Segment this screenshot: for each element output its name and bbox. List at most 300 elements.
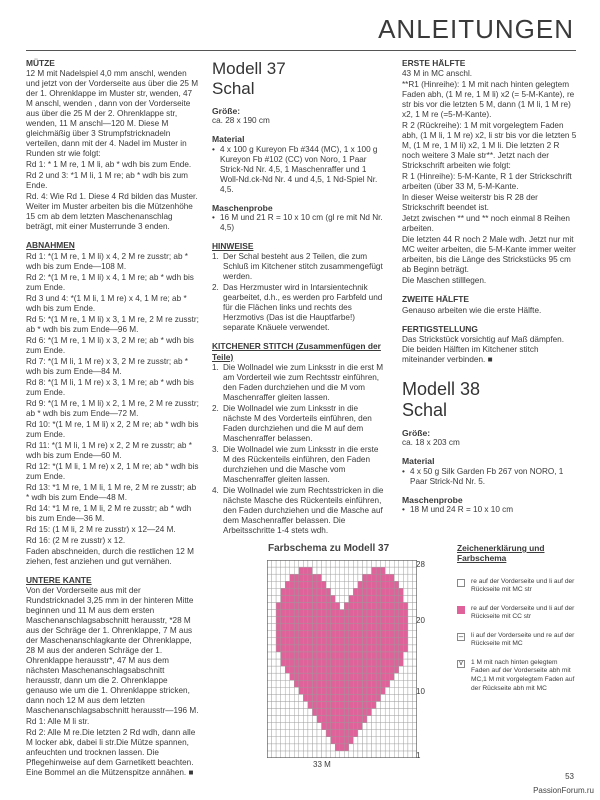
heart-cell: [362, 709, 367, 716]
grid-cell: [349, 751, 354, 758]
grid-cell: [312, 716, 317, 723]
grid-cell: [394, 687, 399, 694]
grid-cell: [272, 595, 277, 602]
erste-paragraph: Die letzten 44 R noch 2 Male wdh. Jetzt nur mit MC weiter arbeiten, die 5-M-Kante immer weiter arbeiten, bis die Länge des Strickstücks 95 cm ab Beginn beträgt.: [402, 235, 576, 275]
heart-cell: [326, 673, 331, 680]
heart-cell: [326, 680, 331, 687]
grid-cell: [331, 560, 336, 567]
heart-cell: [340, 744, 345, 751]
grid-cell: [281, 673, 286, 680]
grid-cell: [272, 730, 277, 737]
grid-cell: [362, 737, 367, 744]
grid-cell: [353, 567, 358, 574]
grid-cell: [290, 716, 295, 723]
grid-cell: [272, 673, 277, 680]
grid-cell: [308, 716, 313, 723]
grid-cell: [408, 602, 413, 609]
heart-cell: [290, 624, 295, 631]
heart-cell: [358, 652, 363, 659]
heart-cell: [349, 730, 354, 737]
material-list: [212, 145, 384, 195]
heart-cell: [344, 709, 349, 716]
list-text: 16 M und 21 R = 10 x 10 cm (gl re mit Nd Nr. 4,5): [220, 213, 383, 233]
heart-cell: [381, 610, 386, 617]
grid-cell: [381, 716, 386, 723]
grid-cell: [385, 694, 390, 701]
heart-cell: [299, 673, 304, 680]
grid-cell: [376, 730, 381, 737]
abnahmen-row: Rd 11: *(1 M li, 1 M re) x 2, 2 M re zusstr; ab * wdh bis zum Ende—60 M.: [26, 440, 192, 460]
grid-cell: [399, 701, 404, 708]
list-text: Die Wollnadel wie zum Rechtsstricken in die nächste Masche des Rückenteils einführen, den Faden durchziehen und die Masche auf dem Maschenraffer belassen. Die Arbeitsschritte 1-4 stets wdh.: [223, 485, 384, 535]
heart-cell: [317, 588, 322, 595]
heart-cell: [322, 659, 327, 666]
grid-cell: [281, 751, 286, 758]
heart-cell: [299, 652, 304, 659]
heart-cell: [299, 595, 304, 602]
grid-cell: [376, 716, 381, 723]
heart-cell: [308, 631, 313, 638]
ytick-10: 10: [416, 687, 425, 696]
grid-cell: [349, 581, 354, 588]
grid-cell: [399, 751, 404, 758]
grid-cell: [349, 588, 354, 595]
heart-cell: [326, 595, 331, 602]
grid-cell: [385, 567, 390, 574]
grid-cell: [281, 694, 286, 701]
heart-cell: [353, 687, 358, 694]
maschenprobe-list: [212, 213, 384, 233]
heart-cell: [322, 687, 327, 694]
grid-cell: [281, 581, 286, 588]
grid-cell: [394, 751, 399, 758]
heart-cell: [299, 680, 304, 687]
heart-cell: [281, 588, 286, 595]
heart-cell: [381, 581, 386, 588]
heart-cell: [340, 617, 345, 624]
erste-paragraph: R 2 (Rückreihe): 1 M mit vorgelegtem Faden abh, (1 M li, 1 M re) x2, li str bis vor die letzten 5 M, (1 M re, 1 M li) x2, 1 M li. Die letzten 2 R noch weitere 3 Male str**. Jetzt nach der Strickschrift arbeiten wie folgt:: [402, 121, 577, 171]
muetze-paragraph: Rd 2 und 3: *1 M li, 1 M re; ab * wdh bis zum Ende.: [26, 171, 189, 191]
heart-cell: [385, 631, 390, 638]
legend-item: [457, 578, 577, 595]
grid-cell: [312, 737, 317, 744]
heart-cell: [367, 652, 372, 659]
grid-cell: [340, 567, 345, 574]
grid-cell: [331, 567, 336, 574]
heart-cell: [381, 652, 386, 659]
heart-cell: [299, 610, 304, 617]
heart-cell: [312, 709, 317, 716]
grid-cell: [390, 694, 395, 701]
grid-cell: [317, 744, 322, 751]
grid-cell: [331, 744, 336, 751]
grid-cell: [335, 588, 340, 595]
heart-cell: [381, 631, 386, 638]
grid-cell: [403, 659, 408, 666]
heart-cell: [331, 610, 336, 617]
grid-cell: [317, 567, 322, 574]
heart-cell: [385, 624, 390, 631]
heart-cell: [381, 567, 386, 574]
heart-cell: [326, 652, 331, 659]
heart-cell: [308, 666, 313, 673]
heart-cell: [281, 652, 286, 659]
grid-cell: [353, 751, 358, 758]
grid-cell: [372, 744, 377, 751]
grid-cell: [381, 730, 386, 737]
heart-cell: [326, 638, 331, 645]
heart-cell: [303, 588, 308, 595]
heart-cell: [317, 631, 322, 638]
heart-cell: [276, 638, 281, 645]
heart-cell: [362, 624, 367, 631]
heart-cell: [381, 638, 386, 645]
heart-cell: [312, 645, 317, 652]
grid-cell: [367, 560, 372, 567]
grid-cell: [281, 687, 286, 694]
heart-cell: [294, 624, 299, 631]
heart-cell: [358, 645, 363, 652]
heart-cell: [308, 610, 313, 617]
heart-cell: [349, 595, 354, 602]
model-37-item: Schal: [212, 78, 255, 98]
heart-cell: [358, 701, 363, 708]
heart-cell: [362, 645, 367, 652]
heart-cell: [372, 574, 377, 581]
abnahmen-row: Rd 9: *(1 M re, 1 M li) x 2, 1 M re, 2 M re zusstr; ab * wdh bis zum Ende—72 M.: [26, 398, 199, 418]
heart-cell: [308, 694, 313, 701]
heart-cell: [385, 588, 390, 595]
heart-cell: [308, 574, 313, 581]
heart-cell: [317, 709, 322, 716]
legend-title: Zeichenerklärung und Farbschema: [457, 543, 545, 564]
grid-cell: [290, 751, 295, 758]
grid-cell: [285, 709, 290, 716]
heart-cell: [331, 666, 336, 673]
heart-cell: [372, 638, 377, 645]
grid-cell: [358, 744, 363, 751]
heart-cell: [358, 687, 363, 694]
heart-cell: [403, 638, 408, 645]
heart-cell: [367, 631, 372, 638]
grid-cell: [381, 737, 386, 744]
heart-cell: [399, 602, 404, 609]
grid-cell: [285, 574, 290, 581]
grid-cell: [403, 588, 408, 595]
grid-cell: [390, 701, 395, 708]
grid-cell: [403, 701, 408, 708]
grid-cell: [308, 709, 313, 716]
heart-cell: [340, 610, 345, 617]
heart-cell: [362, 652, 367, 659]
heart-cell: [322, 595, 327, 602]
list-text: Die Wollnadel wie zum Linksstr in die nächste M des Vorderteils einführen, den Faden durchziehen und die M auf dem Maschenraffer belassen.: [223, 403, 372, 443]
heart-cell: [344, 638, 349, 645]
grid-cell: [272, 588, 277, 595]
grid-cell: [276, 751, 281, 758]
kante-paragraph: Rd 1: Alle M li str.: [26, 716, 90, 726]
grid-cell: [403, 687, 408, 694]
legend: [457, 543, 577, 703]
heart-cell: [394, 617, 399, 624]
heart-cell: [390, 574, 395, 581]
heart-cell: [367, 687, 372, 694]
heart-cell: [303, 666, 308, 673]
heart-cell: [353, 610, 358, 617]
grid-cell: [312, 723, 317, 730]
grid-cell: [399, 680, 404, 687]
grid-cell: [272, 666, 277, 673]
grid-cell: [322, 744, 327, 751]
list-number: 4.: [212, 485, 219, 495]
grid-cell: [294, 694, 299, 701]
heart-cell: [376, 610, 381, 617]
heart-cell: [349, 680, 354, 687]
heart-cell: [358, 602, 363, 609]
heart-cell: [399, 631, 404, 638]
heart-cell: [294, 638, 299, 645]
grid-cell: [372, 560, 377, 567]
heart-cell: [362, 659, 367, 666]
grid-cell: [399, 694, 404, 701]
heart-cell: [390, 638, 395, 645]
heart-cell: [390, 659, 395, 666]
heart-cell: [331, 602, 336, 609]
grid-cell: [326, 574, 331, 581]
heart-cell: [290, 588, 295, 595]
grid-cell: [408, 673, 413, 680]
heart-cell: [331, 595, 336, 602]
grid-cell: [285, 723, 290, 730]
heart-cell: [290, 666, 295, 673]
grid-cell: [335, 567, 340, 574]
heart-cell: [381, 687, 386, 694]
grid-cell: [349, 567, 354, 574]
heart-cell: [322, 631, 327, 638]
grid-cell: [272, 737, 277, 744]
grid-cell: [290, 560, 295, 567]
hinweis-item: [212, 283, 384, 333]
grid-cell: [403, 567, 408, 574]
legend-text: li auf der Vorderseite und re auf der Rückseite mit MC: [471, 631, 575, 648]
grid-cell: [394, 737, 399, 744]
list-number: 3.: [212, 444, 219, 454]
heart-cell: [349, 709, 354, 716]
heart-cell: [303, 617, 308, 624]
grid-cell: [376, 723, 381, 730]
ytick-28: 28: [416, 560, 425, 569]
heart-cell: [344, 652, 349, 659]
heart-cell: [322, 716, 327, 723]
heart-cell: [381, 574, 386, 581]
heart-cell: [299, 666, 304, 673]
heart-cell: [290, 673, 295, 680]
heart-cell: [376, 617, 381, 624]
muetze-paragraph: Rd 1: * 1 M re, 1 M li, ab * wdh bis zum Ende.: [26, 160, 192, 170]
heart-cell: [372, 567, 377, 574]
grid-cell: [390, 560, 395, 567]
grid-cell: [326, 737, 331, 744]
heart-cell: [326, 723, 331, 730]
heart-cell: [299, 624, 304, 631]
heart-cell: [367, 659, 372, 666]
heart-cell: [349, 645, 354, 652]
heart-cell: [340, 659, 345, 666]
list-text: Das Herzmuster wird in Intarsientechnik gearbeitet, d.h., es werden pro Farbfeld und für die Flächen links und rechts des Herzmotivs (Das ist die Hauptfarbe!) separate Knäuele verwendet.: [223, 283, 383, 333]
grid-cell: [394, 744, 399, 751]
grid-cell: [272, 645, 277, 652]
heart-cell: [308, 617, 313, 624]
grid-cell: [290, 567, 295, 574]
heart-cell: [340, 673, 345, 680]
heart-cell: [344, 730, 349, 737]
grid-cell: [340, 581, 345, 588]
heart-cell: [390, 595, 395, 602]
grid-cell: [335, 751, 340, 758]
heart-cell: [358, 694, 363, 701]
heart-cell: [326, 659, 331, 666]
grid-cell: [299, 730, 304, 737]
ytick-20: 20: [416, 616, 425, 625]
heart-cell: [326, 709, 331, 716]
grid-cell: [408, 701, 413, 708]
list-text: 4 x 100 g Kureyon Fb #344 (MC), 1 x 100 g Kureyon Fb #102 (CC) von Noro, 1 Paar Strick-Nd Nr. 4,5, 1 Maschenraffer und 1 Woll-Nd.ck-Nd Nr. 4 und 4,5, 1 Nd-Spiel Nr. 4,5.: [220, 144, 378, 194]
heart-cell: [385, 617, 390, 624]
heart-cell: [376, 680, 381, 687]
heart-cell: [322, 694, 327, 701]
heart-cell: [358, 716, 363, 723]
heart-cell: [381, 617, 386, 624]
heart-cell: [376, 588, 381, 595]
heart-cell: [303, 687, 308, 694]
heart-cell: [381, 680, 386, 687]
heart-cell: [285, 624, 290, 631]
heart-cell: [381, 673, 386, 680]
grid-cell: [385, 716, 390, 723]
heart-cell: [290, 652, 295, 659]
grid-cell: [367, 744, 372, 751]
heart-cell: [322, 673, 327, 680]
heart-cell: [376, 673, 381, 680]
heart-cell: [326, 588, 331, 595]
heart-cell: [335, 673, 340, 680]
heart-cell: [294, 588, 299, 595]
grid-cell: [272, 617, 277, 624]
grid-cell: [331, 588, 336, 595]
heart-cell: [340, 624, 345, 631]
grid-cell: [344, 751, 349, 758]
grid-cell: [272, 680, 277, 687]
heart-cell: [299, 631, 304, 638]
erste-paras: [402, 69, 577, 286]
grid-cell: [294, 723, 299, 730]
grid-cell: [372, 723, 377, 730]
heart-cell: [372, 659, 377, 666]
heart-cell: [312, 631, 317, 638]
m38-groesse-value: ca. 18 x 203 cm: [402, 438, 460, 448]
grid-cell: [408, 588, 413, 595]
grid-cell: [399, 744, 404, 751]
heart-cell: [353, 602, 358, 609]
heart-cell: [349, 659, 354, 666]
heart-cell: [294, 595, 299, 602]
heart-cell: [281, 602, 286, 609]
heart-cell: [322, 602, 327, 609]
m38-maschenprobe-list: [402, 505, 577, 515]
grid-cell: [285, 560, 290, 567]
heart-cell: [317, 595, 322, 602]
grid-cell: [326, 567, 331, 574]
abnahmen-row: Rd 5: *(1 M re, 1 M li) x 3, 1 M re, 2 M re zusstr; ab * wdh bis zum Ende—96 M.: [26, 314, 199, 334]
heart-cell: [344, 610, 349, 617]
m38-material-label: Material: [402, 456, 435, 467]
list-text: Der Schal besteht aus 2 Teilen, die zum Schluß im Kitchener stitch zusammengefügt werden.: [223, 252, 383, 282]
heart-cell: [335, 610, 340, 617]
grid-cell: [272, 716, 277, 723]
heart-cell: [385, 638, 390, 645]
material-item: [212, 145, 384, 195]
grid-cell: [335, 574, 340, 581]
heart-cell: [385, 610, 390, 617]
heart-cell: [394, 666, 399, 673]
heart-cell: [362, 617, 367, 624]
heart-cell: [335, 617, 340, 624]
heart-cell: [399, 659, 404, 666]
heart-cell: [362, 631, 367, 638]
grid-cell: [358, 574, 363, 581]
grid-cell: [403, 709, 408, 716]
grid-cell: [408, 581, 413, 588]
heart-cell: [340, 680, 345, 687]
heart-cell: [299, 567, 304, 574]
heart-cell: [362, 581, 367, 588]
heart-cell: [403, 645, 408, 652]
heart-cell: [376, 645, 381, 652]
abnahmen-row: Rd 2: *(1 M re, 1 M li) x 4, 1 M re; ab * wdh bis zum Ende.: [26, 272, 194, 292]
grid-cell: [394, 673, 399, 680]
list-text: Die Wollnadel wie zum Linksstr in die erste M des Rückenteils einführen, den Faden durchziehen und die Masche vom Maschenraffer gleiten lassen.: [223, 444, 379, 484]
heart-cell: [376, 595, 381, 602]
kante-paras: [26, 586, 201, 778]
heart-cell: [281, 631, 286, 638]
heart-cell: [372, 645, 377, 652]
heart-cell: [340, 709, 345, 716]
heart-cell: [276, 624, 281, 631]
grid-cell: [367, 751, 372, 758]
grid-cell: [340, 588, 345, 595]
heart-cell: [331, 624, 336, 631]
heart-cell: [390, 617, 395, 624]
grid-cell: [299, 560, 304, 567]
heart-cell: [290, 631, 295, 638]
erste-title: ERSTE HÄLFTE: [402, 58, 466, 68]
grid-cell: [408, 567, 413, 574]
grid-cell: [399, 723, 404, 730]
heart-cell: [344, 737, 349, 744]
erste-paragraph: 43 M in MC anschl.: [402, 69, 473, 79]
grid-cell: [344, 581, 349, 588]
heart-cell: [349, 638, 354, 645]
grid-cell: [385, 730, 390, 737]
zweite-title: ZWEITE HÄLFTE: [402, 294, 469, 305]
grid-cell: [403, 652, 408, 659]
grid-cell: [317, 751, 322, 758]
grid-cell: [294, 744, 299, 751]
grid-cell: [340, 751, 345, 758]
heart-cell: [372, 652, 377, 659]
heart-cell: [303, 680, 308, 687]
heart-cell: [285, 666, 290, 673]
